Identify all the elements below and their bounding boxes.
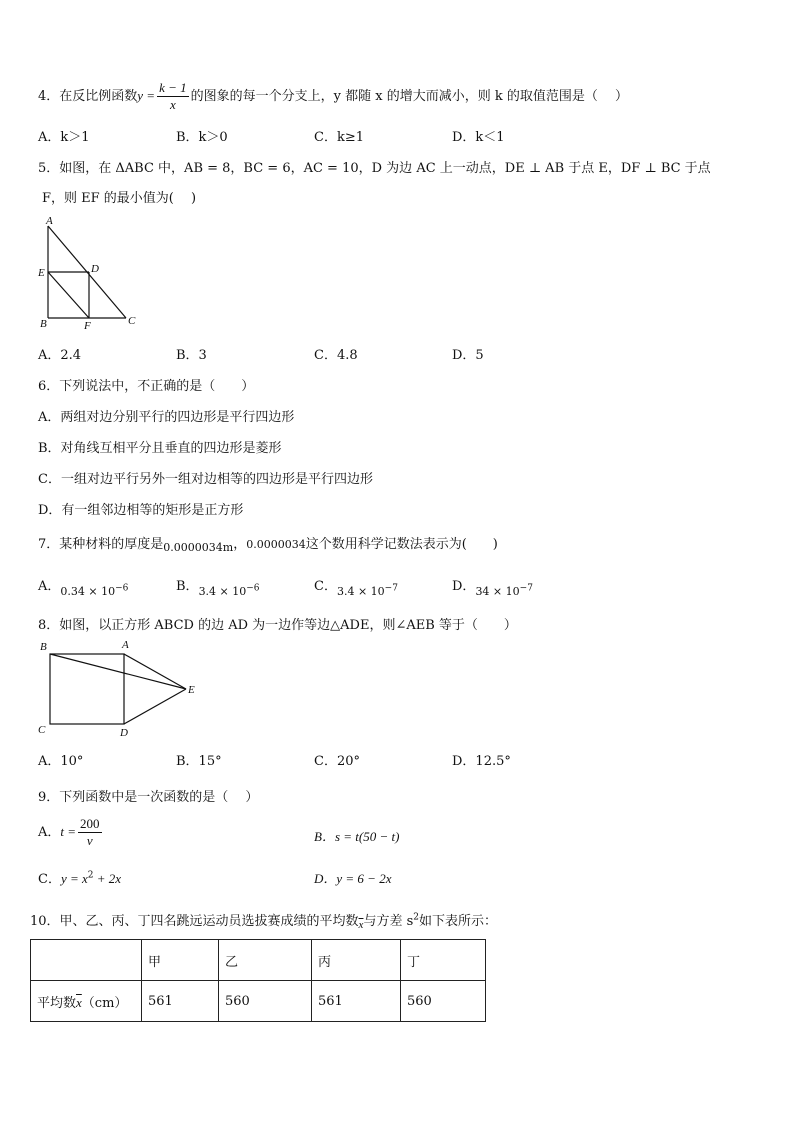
q5-label-a: A	[46, 215, 53, 227]
table-header-cell: 丙	[312, 940, 401, 981]
table-row-label	[31, 981, 142, 1022]
q4-option-b: B．k＞0	[176, 130, 228, 145]
q9-option-a-label: A．	[38, 825, 61, 840]
q7-option-b	[176, 575, 260, 598]
q7-option-d-coef: 34 × 10	[475, 585, 520, 598]
q7-option-c-label: C．	[314, 579, 337, 594]
q10-score-table	[30, 939, 486, 1022]
q4-tail: 的图象的每一个分支上，y 都随 x 的增大而减小，则 k 的取值范围是（ ）	[190, 89, 628, 104]
q5-option-c: C．4.8	[314, 348, 358, 363]
q6-option-a: A．两组对边分别平行的四边形是平行四边形	[38, 410, 295, 425]
q5-option-b: B．3	[176, 348, 207, 363]
q5-label-b: B	[40, 318, 47, 330]
q6-option-b: B．对角线互相平分且垂直的四边形是菱形	[38, 441, 282, 456]
q7-option-c	[314, 575, 398, 598]
q5-option-d: D．5	[452, 348, 484, 363]
q8-square-abcd	[50, 654, 124, 724]
q5-label-f: F	[84, 320, 91, 332]
q10-stem	[30, 910, 497, 929]
q8-option-a: A．10°	[38, 754, 84, 769]
q9-option-d: D．y = 6 − 2x	[314, 871, 392, 886]
q5-stem-line2: F，则 EF 的最小值为( )	[42, 191, 197, 206]
q8-option-c: C．20°	[314, 754, 360, 769]
q9-option-a-num: 200	[80, 816, 100, 831]
q10-xbar: x	[358, 919, 364, 931]
q4-frac-den: x	[169, 97, 176, 112]
q8-label-c: C	[38, 724, 46, 736]
table-header-cell: 甲	[142, 940, 219, 981]
q9-option-c-exp: 2	[87, 870, 94, 881]
q8-option-b: B．15°	[176, 754, 222, 769]
q9-option-c	[38, 868, 121, 887]
q7-option-d-exp: −7	[519, 583, 533, 594]
q5-stem-line1: 5．如图，在 ΔABC 中，AB = 8，BC = 6，AC = 10，D 为边 AC 上一动点，DE ⊥ AB 于点 E，DF ⊥ BC 于点	[38, 161, 711, 176]
q7-stem-b: 这个数用科学记数法表示为( )	[305, 537, 498, 552]
q6-option-c: C．一组对边平行另外一组对边相等的四边形是平行四边形	[38, 472, 373, 487]
q6-option-d: D．有一组邻边相等的矩形是正方形	[38, 503, 244, 518]
q9-option-a-lhs: t =	[60, 824, 77, 839]
q9-option-a-den: v	[86, 833, 93, 848]
q5-triangle-figure	[34, 214, 144, 332]
q4-frac-num: k − 1	[159, 80, 187, 95]
q7-sep: ，	[233, 537, 247, 552]
table-row-label-xbar: $\overline{x}$	[76, 994, 82, 1010]
q5-segment-ef	[48, 272, 89, 318]
q8-segment-be	[50, 654, 186, 689]
table-cell: 560	[401, 981, 486, 1022]
q4-option-d: D．k＜1	[452, 130, 505, 145]
q10-stem-a: 10．甲、乙、丙、丁四名跳远运动员选拔赛成绩的平均数	[30, 914, 359, 929]
q8-square-figure	[34, 636, 204, 742]
q5-label-e: E	[38, 267, 45, 279]
q7-value-m: 0.0000034m	[163, 541, 234, 554]
q9-option-a	[38, 816, 104, 849]
q8-segment-de	[124, 689, 186, 724]
q9-option-a-fraction	[78, 816, 102, 849]
q4-fraction	[157, 80, 189, 113]
q7-option-a	[38, 575, 129, 598]
table-cell: 560	[219, 981, 312, 1022]
q7-option-b-label: B．	[176, 579, 199, 594]
table-header-row	[31, 940, 486, 981]
table-cell: 561	[312, 981, 401, 1022]
q5-label-c: C	[128, 315, 136, 327]
q7-option-d-value	[475, 585, 533, 598]
q4-option-c: C．k≥1	[314, 130, 364, 145]
q7-option-b-value	[199, 585, 260, 598]
q7-stem-a: 7．某种材料的厚度是	[38, 537, 164, 552]
q7-option-a-exp: −6	[115, 583, 129, 594]
table-header-cell: 乙	[219, 940, 312, 981]
q8-option-d: D．12.5°	[452, 754, 511, 769]
table-header-cell: 丁	[401, 940, 486, 981]
question-4	[38, 80, 628, 113]
q7-option-b-exp: −6	[246, 583, 260, 594]
q9-option-b: B．s = t(50 − t)	[314, 829, 400, 844]
table-row-label-text: 平均数	[37, 995, 77, 1011]
q4-option-a: A．k＞1	[38, 130, 90, 145]
q10-stem-exp: 2	[413, 912, 419, 923]
q7-option-d-label: D．	[452, 579, 476, 594]
q8-label-d: D	[120, 727, 128, 739]
q4-eq-y: y =	[137, 88, 156, 103]
table-header-cell	[31, 940, 142, 981]
q7-value: 0.0000034	[246, 538, 306, 551]
q7-option-a-value	[60, 585, 128, 598]
table-row-label-unit: （cm）	[81, 995, 128, 1011]
q5-label-d: D	[91, 263, 99, 275]
q7-stem	[38, 533, 498, 552]
q9-option-c-label: C．	[38, 872, 61, 887]
q7-option-d	[452, 575, 533, 598]
q10-stem-c: 如下表所示：	[418, 914, 497, 929]
q6-stem: 6．下列说法中，不正确的是（ ）	[38, 379, 255, 394]
q7-option-c-value	[337, 585, 398, 598]
q7-option-a-label: A．	[38, 579, 61, 594]
q7-option-c-coef: 3.4 × 10	[336, 585, 385, 598]
q8-stem: 8．如图，以正方形 ABCD 的边 AD 为一边作等边△ADE，则∠AEB 等于（ ）	[38, 618, 517, 633]
q10-stem-b: 与方差 s	[363, 914, 414, 929]
table-cell: 561	[142, 981, 219, 1022]
q9-option-c-base: y = x	[60, 871, 88, 886]
q8-label-b: B	[40, 641, 47, 653]
q8-segment-ae	[124, 654, 186, 689]
q8-label-e: E	[188, 684, 195, 696]
q7-option-b-coef: 3.4 × 10	[198, 585, 247, 598]
q9-stem: 9．下列函数中是一次函数的是（ ）	[38, 790, 259, 805]
q8-label-a: A	[122, 639, 129, 651]
q7-option-c-exp: −7	[384, 583, 398, 594]
q9-option-c-tail: + 2x	[93, 871, 122, 886]
q4-number-text: 4．在反比例函数	[38, 89, 138, 104]
q7-option-a-coef: 0.34 × 10	[60, 585, 116, 598]
q5-option-a: A．2.4	[38, 348, 82, 363]
table-row	[31, 981, 486, 1022]
